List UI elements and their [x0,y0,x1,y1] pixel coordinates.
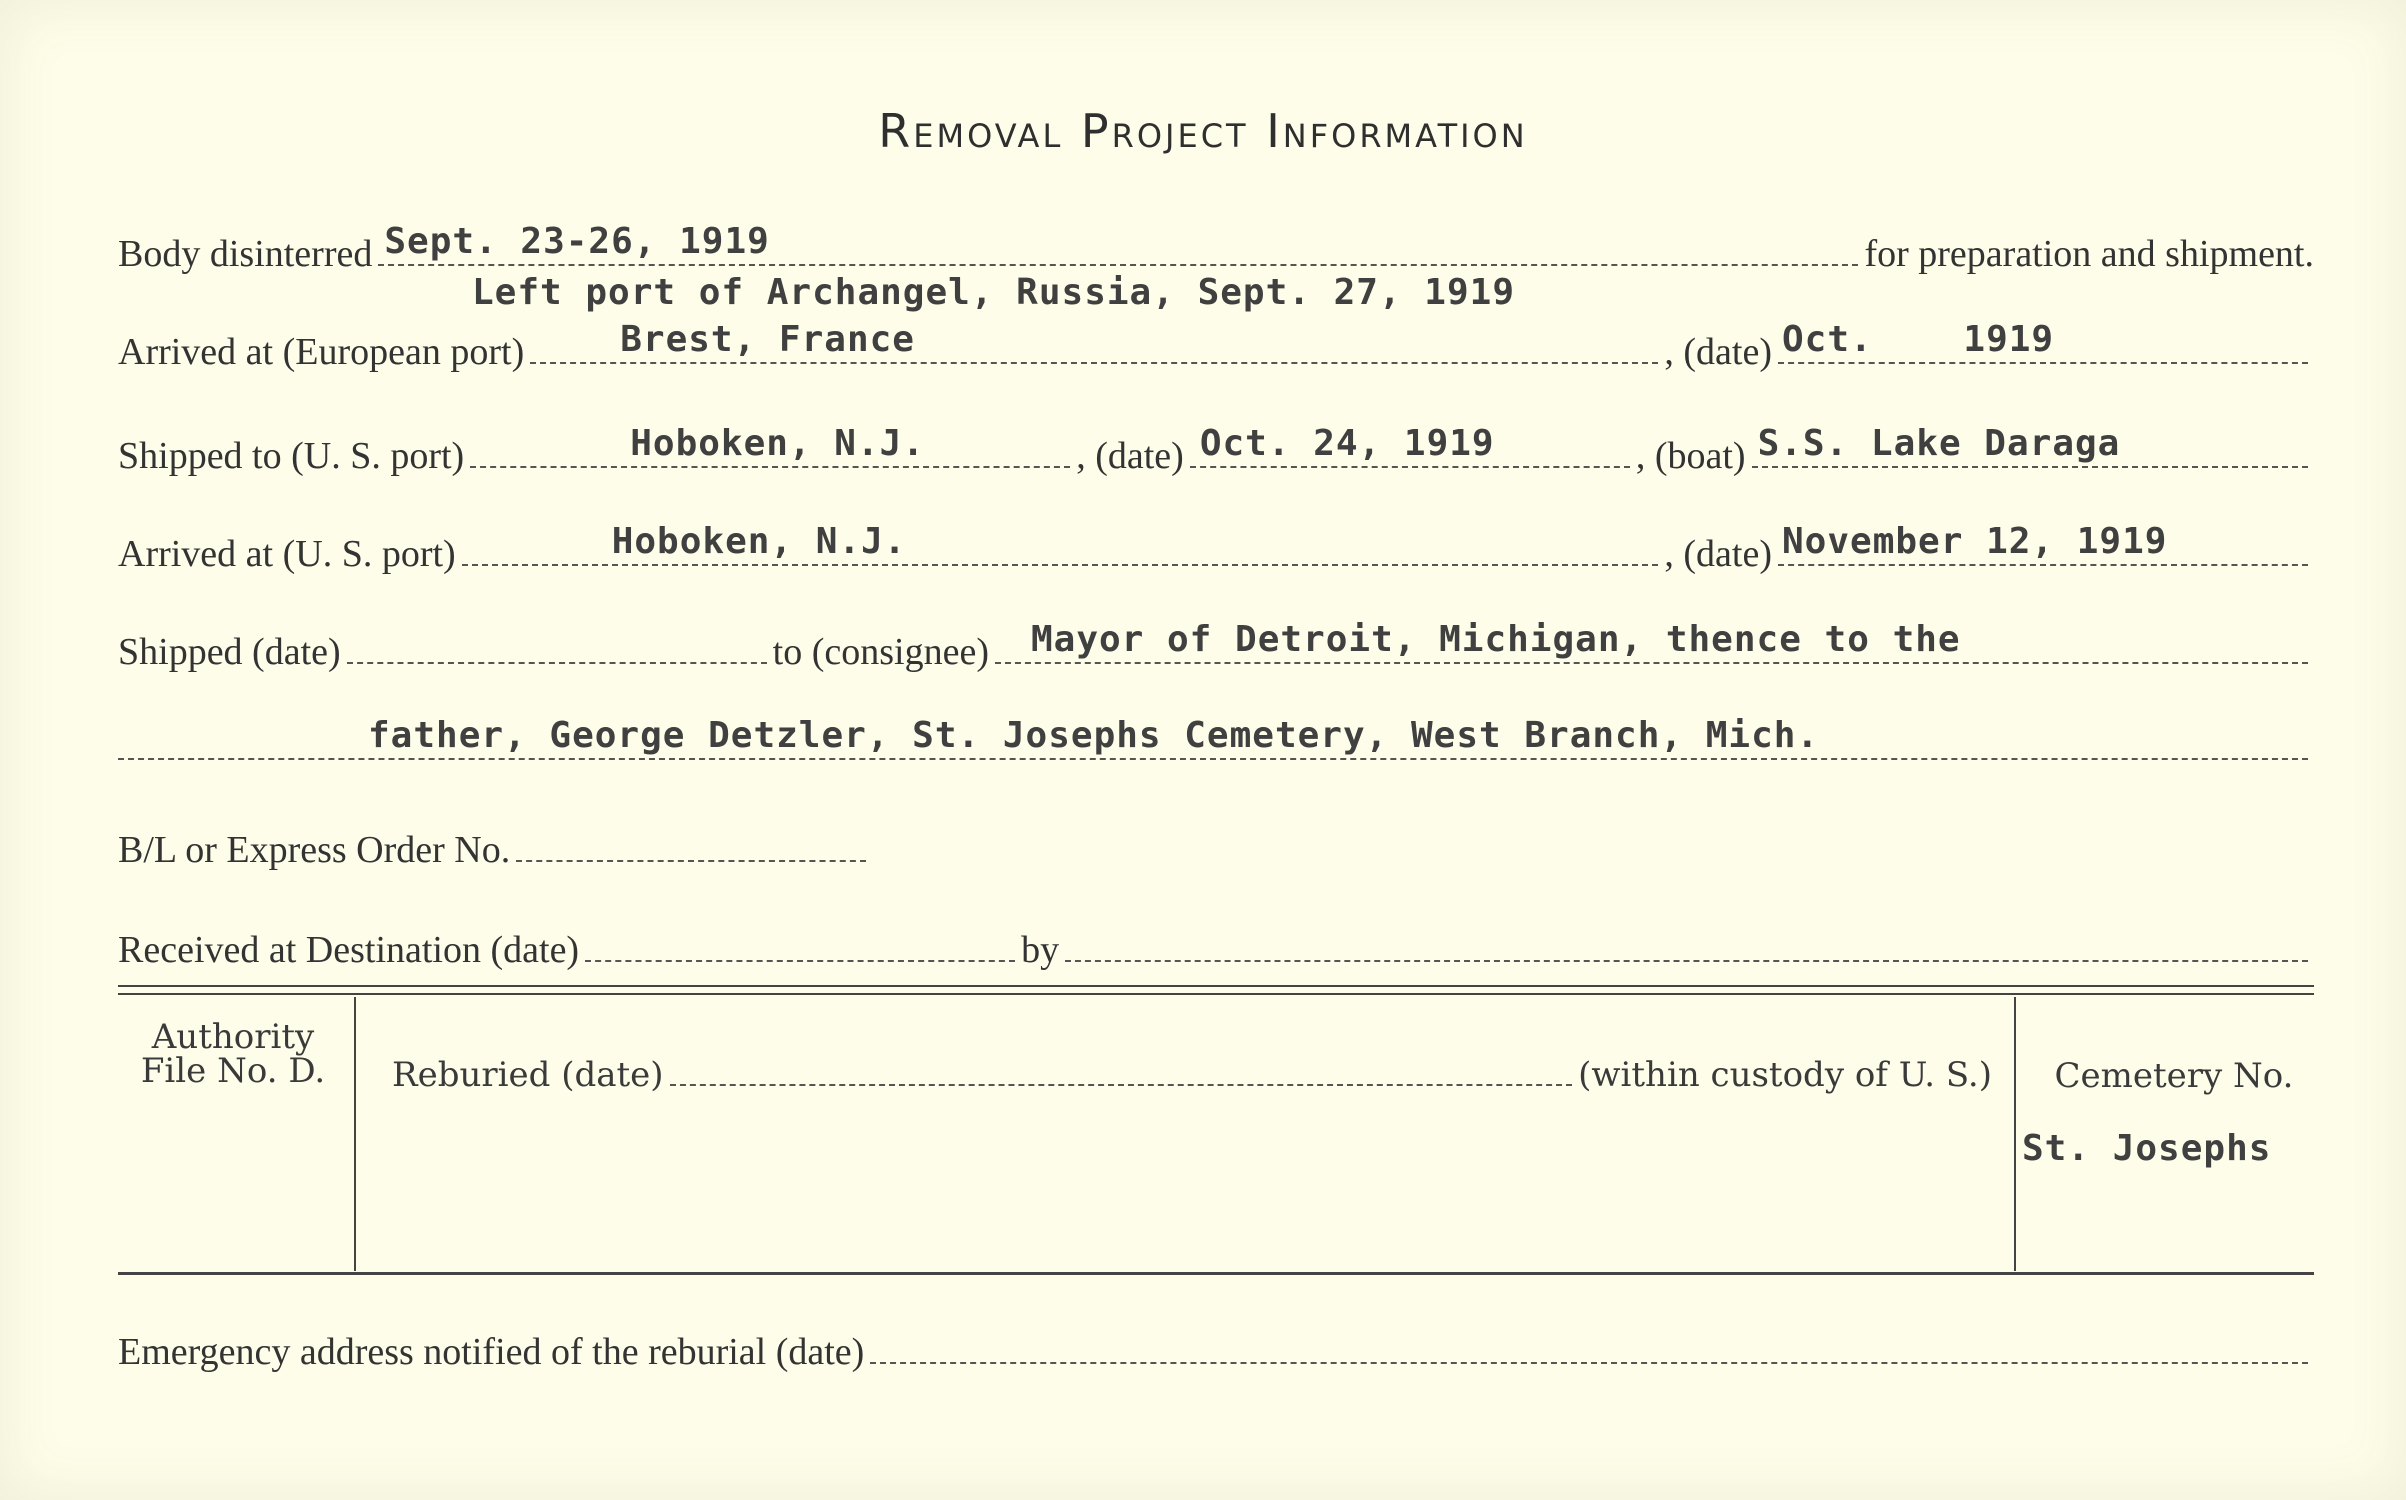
arrived-us-field[interactable] [462,522,1659,566]
european-port-value: Brest, France [620,319,915,360]
cemetery-no-label: Cemetery No. [2054,1056,2294,1096]
received-label: Received at Destination (date) [118,929,580,971]
disinterred-field[interactable] [378,222,1858,266]
european-date-field[interactable] [1778,320,2308,364]
received-date-field[interactable] [585,918,1015,962]
authority-line1: Authority [151,1017,315,1057]
reburied-row [392,1054,1992,1095]
consignee-cont-row [118,716,2314,772]
shipped-us-label: Shipped to (U. S. port) [118,435,465,477]
shipped-us-date-label: , (date) [1076,435,1184,477]
consignee-cont-value: father, George Detzler, St. Josephs Cemetery, West Branch, Mich. [368,715,1820,756]
bl-field[interactable] [516,818,866,862]
shipped-us-date-value: Oct. 24, 1919 [1199,423,1495,464]
disinterred-value: Sept. 23-26, 1919 [384,221,770,262]
shipped-date-label: Shipped (date) [118,631,341,673]
box-bottom-rule [118,1272,2314,1275]
received-by-field[interactable] [1065,918,2308,962]
page-title: Removal Project Information [878,104,1528,158]
shipped-date-field[interactable] [347,620,767,664]
boat-field[interactable] [1752,424,2308,468]
left-port-note: Left port of Archangel, Russia, Sept. 27, 1919 [472,272,1515,313]
disinterred-row [118,222,2314,278]
disinterred-label: Body disinterred [118,233,373,275]
box-top-rule-2 [118,993,2314,995]
bl-label: B/L or Express Order No. [118,829,511,871]
european-port-field[interactable] [530,320,1658,364]
emergency-label: Emergency address notified of the reburial (date) [118,1331,865,1373]
arrived-us-value: Hoboken, N.J. [611,521,907,562]
shipped-us-date-field[interactable] [1190,424,1630,468]
received-by-label: by [1021,929,1060,971]
european-date-label: , (date) [1664,331,1772,373]
european-port-row [118,320,2314,376]
reburied-label: Reburied (date) [392,1055,664,1095]
received-row [118,918,2314,974]
box-top-rule [118,985,2314,987]
box-divider-left [354,997,356,1271]
arrived-us-date-value: November 12, 1919 [1782,521,2168,562]
emergency-row [118,1320,2314,1376]
authority-line2: File No. D. [140,1051,326,1091]
box-divider-right [2014,997,2016,1271]
european-port-label: Arrived at (European port) [118,331,525,373]
european-date-value: Oct. 1919 [1782,319,2055,360]
shipped-date-row [118,620,2314,676]
consignee-cont-field[interactable] [118,716,2308,760]
authority-cell [118,1017,348,1091]
cemetery-value: St. Josephs [2022,1128,2272,1169]
consignee-field[interactable] [995,620,2308,664]
shipped-us-field[interactable] [470,424,1070,468]
boat-label: , (boat) [1635,435,1746,477]
shipped-us-row [118,424,2314,480]
reburied-date-field[interactable] [670,1054,1573,1086]
arrived-us-label: Arrived at (U. S. port) [118,533,456,575]
arrived-us-date-field[interactable] [1778,522,2308,566]
emergency-date-field[interactable] [870,1320,2308,1364]
consignee-value: Mayor of Detroit, Michigan, thence to the [1030,619,1961,660]
disinterred-suffix: for preparation and shipment. [1864,233,2314,275]
arrived-us-date-label: , (date) [1664,533,1772,575]
shipped-us-value: Hoboken, N.J. [630,423,925,464]
arrived-us-row [118,522,2314,578]
consignee-label: to (consignee) [772,631,989,673]
bl-row [118,818,872,874]
reburied-custody-label: (within custody of U. S.) [1578,1055,1992,1095]
boat-value: S.S. Lake Daraga [1757,423,2121,464]
